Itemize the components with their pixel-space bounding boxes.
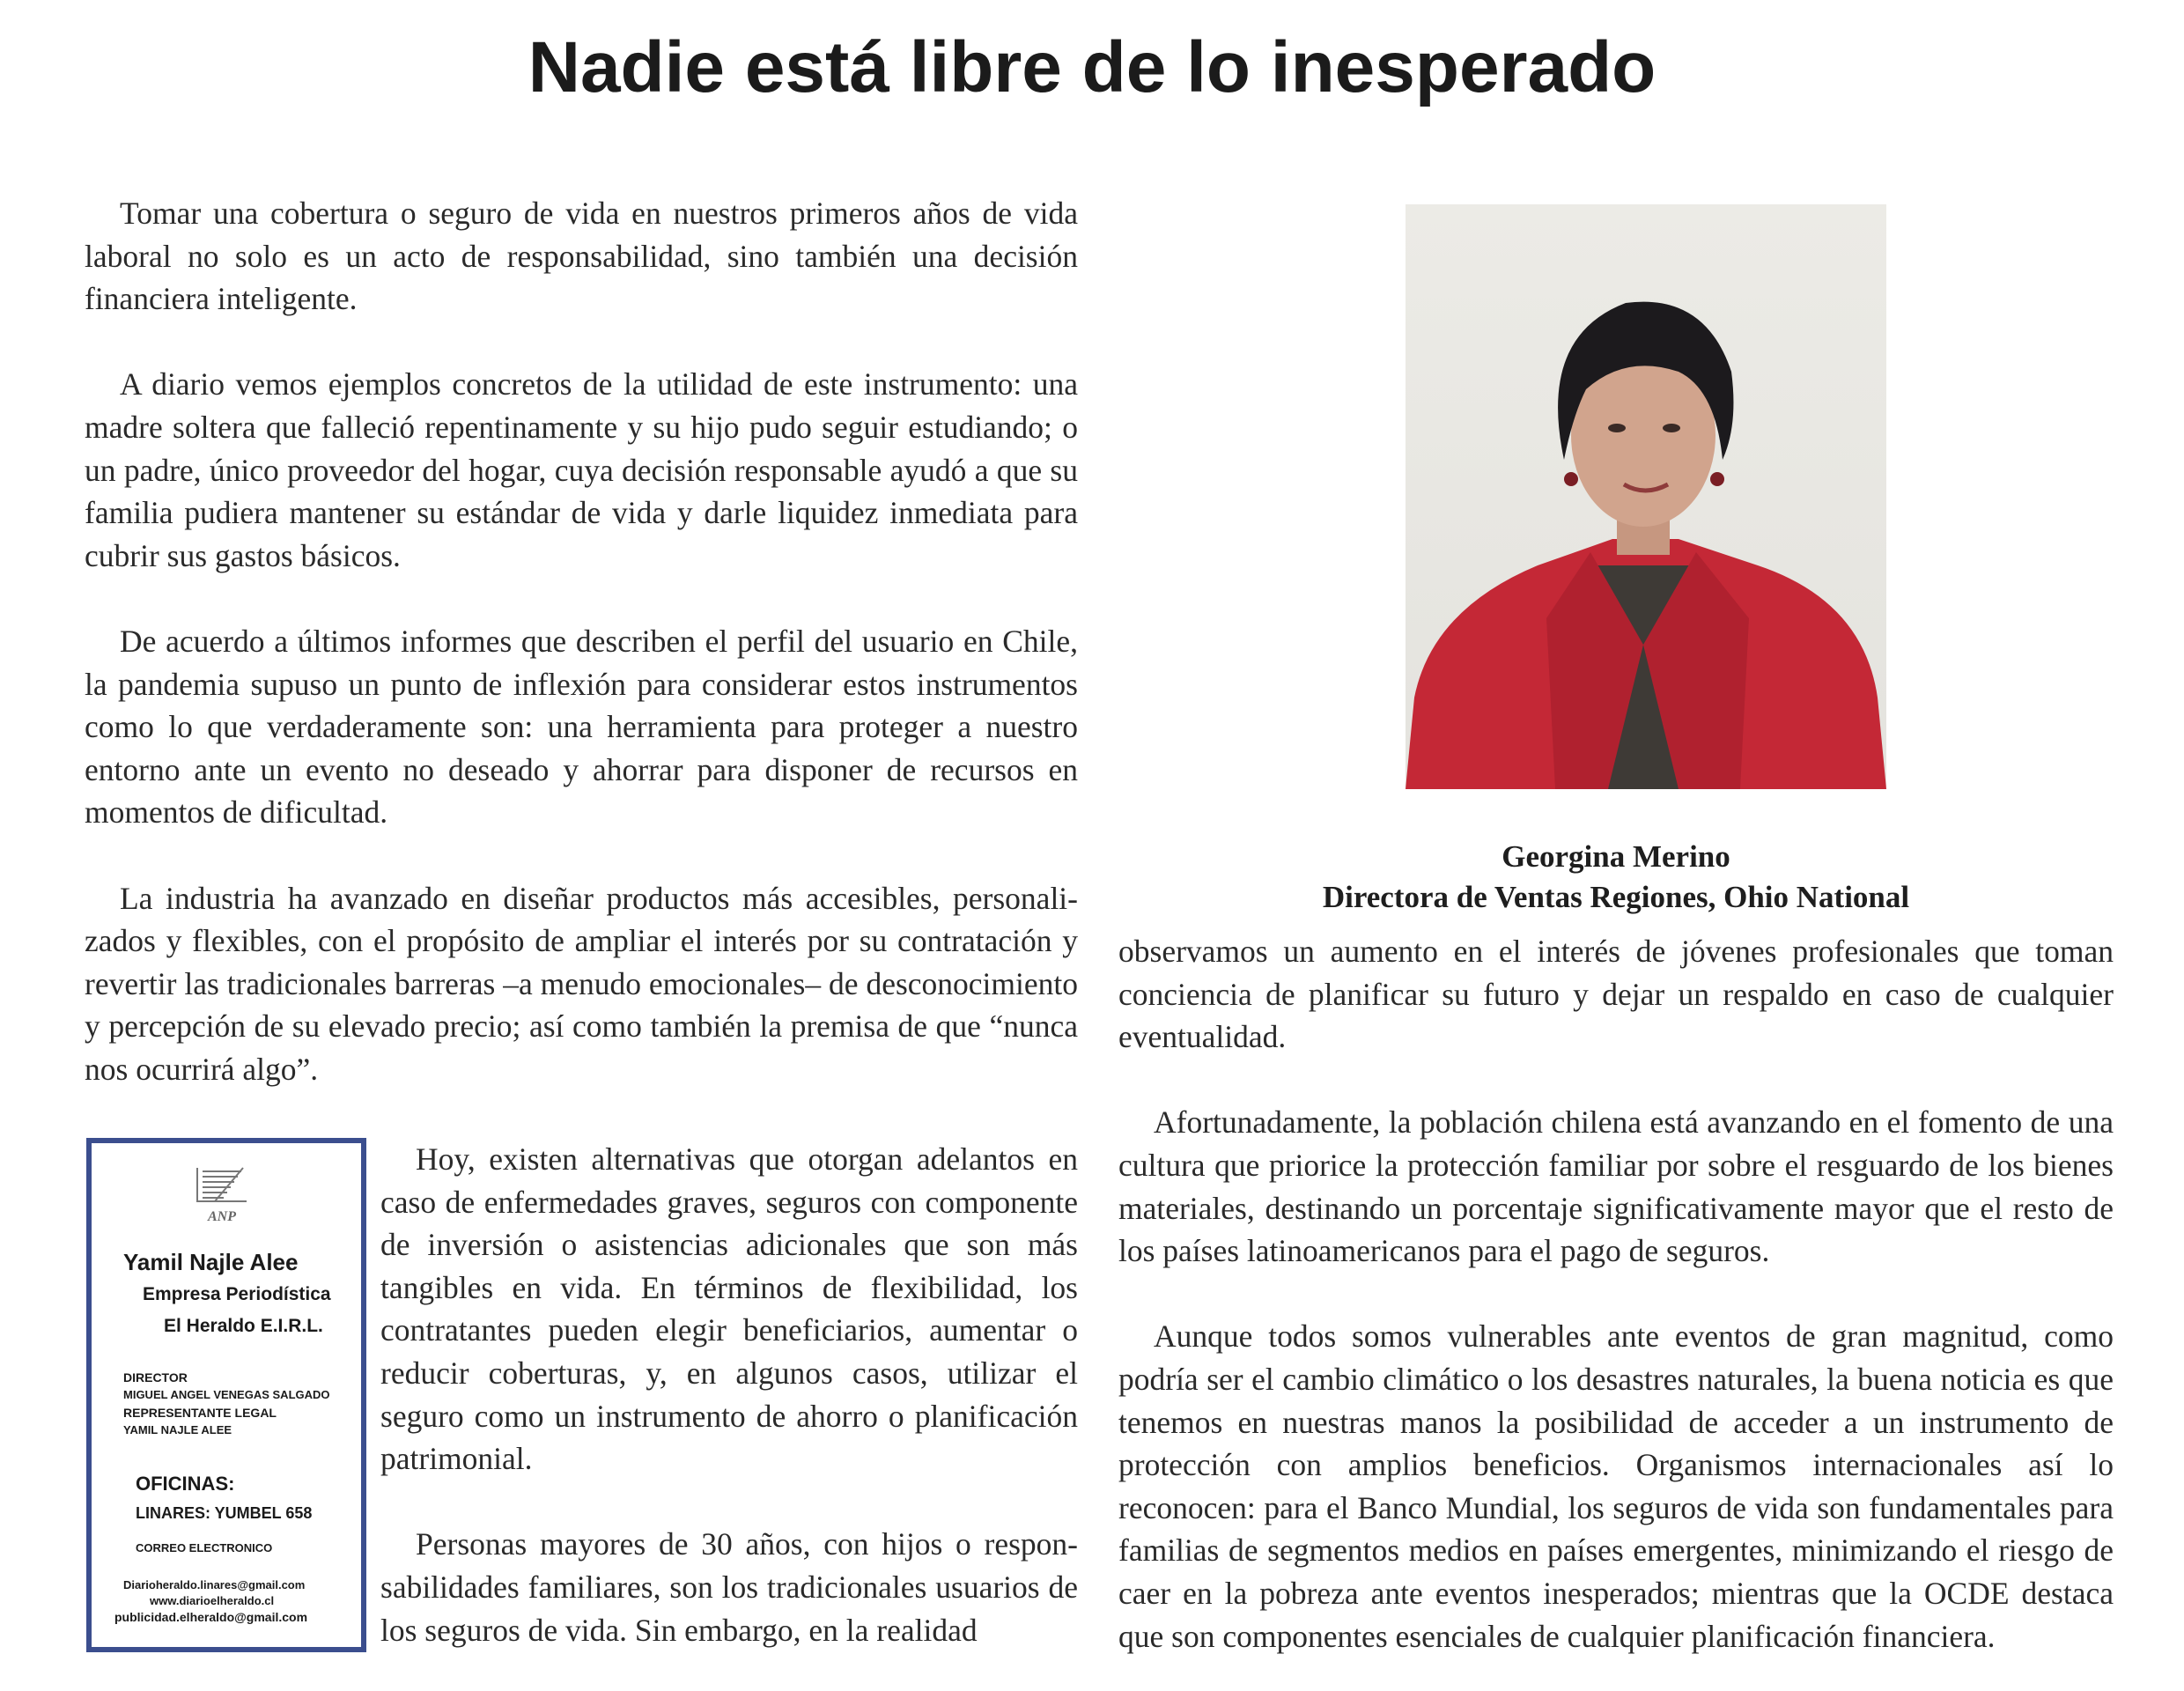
legal-rep-name: YAMIL NAJLE ALEE (123, 1423, 232, 1436)
masthead-box (86, 1138, 366, 1652)
paragraph: Afortunadamente, la población chilena está avanzando en el fomento de una cultura que priorice la protección familiar por sobre el resguardo de los bienes materiales, destinando un porcentaje significativamente mayor que el resto de los países latinoamericanos para el pago de seguros. (1118, 1104, 2114, 1269)
author-position: Directora de Ventas Regiones, Ohio National (1322, 880, 1910, 914)
office-address: LINARES: YUMBEL 658 (136, 1504, 313, 1522)
left-column-top (85, 192, 1078, 1090)
paragraph: Tomar una cobertura o seguro de vida en nuestros primeros años de vida laboral no solo es un acto de responsabilidad, sino también una decisión financiera inteligente. (85, 196, 1078, 317)
masthead-name: Yamil Najle Alee (123, 1249, 299, 1275)
paragraph: A diario vemos ejemplos concretos de la utilidad de este instrumento: una madre soltera que falleció repentinamente y su hijo pudo seguir estudiando; o un padre, único proveedor del hogar, cuya decisión responsable ayudó a que su familia pudiera mantener su estándar de vida y darle liquidez inmediata para cubrir sus gastos básicos. (85, 366, 1078, 573)
author-photo (1406, 204, 1886, 789)
logo-text: ANP (208, 1209, 236, 1224)
paragraph: observamos un aumento en el interés de jóvenes profesionales que toman conciencia de planificar su futuro y dejar un respaldo en caso de cualquier eventualidad. (1118, 934, 2114, 1055)
contact-website: www.diarioelheraldo.cl (150, 1594, 275, 1607)
article-title: Nadie está libre de lo inesperado (528, 27, 1656, 107)
paragraph: Aunque todos somos vulnerables ante eventos de gran magnitud, como podría ser el cambio climático o los desastres naturales, la buena noticia es que tenemos en nuestras manos la posibilidad de acceder a un instrumento de protección con amplios beneficios. Organismos internacionales así lo reconocen: para el Banco Mundial, los seguros de vida son fundamentales para familias de segmentos medios en países emergentes, minimizando el riesgo de caer en la pobreza ante eventos inesperados; mientras que la OCDE destaca que son componentes esenciales de cualquier planificación financiera. (1118, 1318, 2114, 1654)
portrait-image (1406, 204, 1886, 789)
masthead-company: El Heraldo E.I.R.L. (164, 1316, 323, 1336)
email-label: CORREO ELECTRONICO (136, 1541, 273, 1554)
masthead-company: Empresa Periodística (143, 1284, 331, 1304)
contact-email: publicidad.elheraldo@gmail.com (114, 1610, 308, 1624)
contact-email: Diarioheraldo.linares@gmail.com (123, 1578, 306, 1591)
anp-logo-icon (188, 1163, 255, 1226)
author-name: Georgina Merino (1502, 839, 1730, 874)
legal-rep-label: REPRESENTANTE LEGAL (123, 1406, 277, 1420)
author-caption (1118, 837, 2114, 918)
paragraph: Personas mayores de 30 años, con hijos o responsabilidades familiares, son los tradicionales usuarios de los seguros de vida. Sin embargo, en la realidad (380, 1526, 1078, 1648)
paragraph: Hoy, existen alternativas que otorgan adelantos en caso de enfermedades graves, seguros con componente de inversión o asistencias adicionales que son más tangibles en vida. En términos de flexibilidad, los contratantes pueden elegir beneficiarios, aumentar o reducir coberturas, y, en algunos casos, utilizar el seguro como un instrumento de ahorro o planificación patrimonial. (380, 1141, 1078, 1477)
paragraph: La industria ha avanzado en diseñar productos más accesibles, personalizados y flexibles, con el propósito de ampliar el interés por su contratación y revertir las tradicionales barreras –a menudo emocionales– de desconocimiento y percepción de su elevado precio; así como también la premisa de que “nunca nos ocurrirá algo”. (85, 880, 1078, 1087)
left-column-bottom (380, 1138, 1078, 1651)
offices-label: OFICINAS: (136, 1473, 235, 1495)
director-name: MIGUEL ANGEL VENEGAS SALGADO (123, 1388, 330, 1401)
right-column (1118, 930, 2114, 1658)
paragraph: De acuerdo a últimos informes que describen el perfil del usuario en Chile, la pandemia supuso un punto de inflexión para considerar estos instrumentos como lo que verdaderamente son: una herramienta para proteger a nuestro entorno ante un evento no deseado y ahorrar para disponer de recursos en momentos de dificultad. (85, 623, 1078, 831)
director-label: DIRECTOR (123, 1370, 188, 1385)
